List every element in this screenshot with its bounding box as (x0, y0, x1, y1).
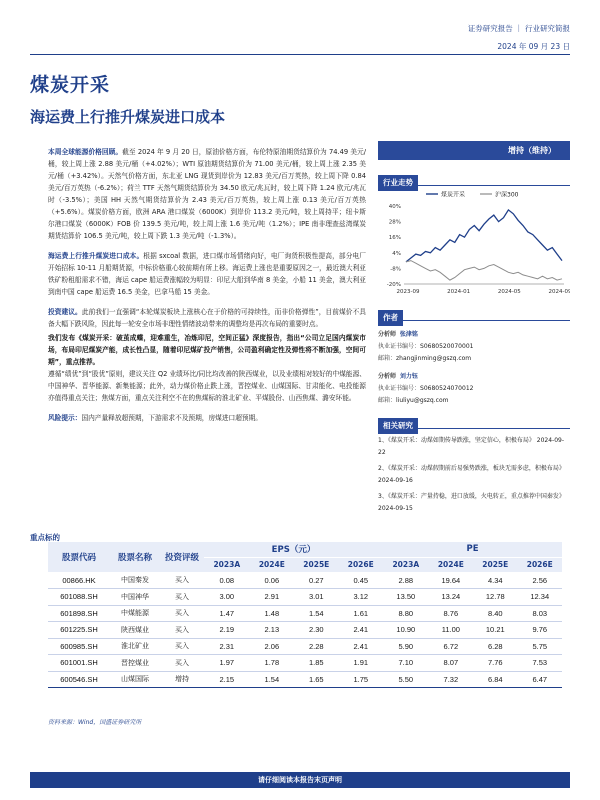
eps-year-header: 2023A (204, 557, 250, 572)
footer-disclaimer: 请仔细阅读本报告末页声明 (30, 772, 570, 788)
eps-cell: 2.41 (339, 638, 383, 655)
sidebar (378, 141, 570, 519)
authors-section-title: 作者 (378, 310, 403, 326)
stock-code-cell: 601001.SH (48, 655, 110, 672)
analyst-2-name: 刘力钰 (399, 373, 418, 380)
energy-review-paragraph (48, 146, 366, 242)
risk-keyword: 风险提示： (48, 414, 82, 422)
eps-cell: 1.75 (339, 671, 383, 688)
stock-code-cell: 601225.SH (48, 622, 110, 639)
y-tick-label: -8% (390, 266, 401, 273)
legend-hs300-label: 沪深300 (495, 191, 519, 199)
recommendation-paragraph: 遵循“绩优”到“股优”原则，建议关注 Q2 业绩环比/同比均改善的陕西煤业，以及业绩相对较好的中煤能源、中国神华、晋华能源、新集能源；此外，动力煤价格止跌上涨，晋控煤业、山煤国际、甘肃能化、电投能源亦值得重点关注；焦煤方面，重点关注利空不在的焦煤标的淮北矿业、平煤股份、山西焦煤、潞安环能。 (48, 370, 366, 402)
trend-section-header (378, 170, 570, 186)
report-date: 2024 年 09 月 23 日 (497, 42, 570, 51)
eps-cell: 1.54 (250, 671, 294, 688)
stock-name-cell: 晋控煤业 (110, 655, 160, 672)
pe-cell: 7.76 (473, 655, 517, 672)
stock-name-cell: 中煤能源 (110, 605, 160, 622)
analyst-1-email-label: 邮箱： (378, 355, 397, 362)
y-tick-label: 40% (388, 204, 401, 210)
coal-series-line (406, 210, 562, 262)
eps-cell: 1.97 (204, 655, 250, 672)
pe-cell: 8.76 (429, 605, 473, 622)
eps-cell: 1.85 (294, 655, 338, 672)
stock-name-cell: 中国秦发 (110, 572, 160, 589)
report-body (48, 146, 366, 432)
x-tick-label: 2024-01 (447, 289, 471, 295)
stock-rating-cell: 买入 (160, 655, 204, 672)
pe-cell: 8.80 (383, 605, 429, 622)
table-source: 资料来源：Wind，国盛证券研究所 (48, 719, 142, 726)
pe-cell: 10.21 (473, 622, 517, 639)
pe-cell: 7.32 (429, 671, 473, 688)
analyst-2-cert: S0680524070012 (420, 385, 474, 392)
pe-cell: 6.47 (518, 671, 562, 688)
related-research-list (378, 435, 570, 515)
analyst-1-email[interactable]: zhangjinming@gszq.com (396, 355, 472, 362)
pe-cell: 13.24 (429, 589, 473, 606)
pe-cell: 8.07 (429, 655, 473, 672)
related-item-date: 2024-09-16 (378, 477, 413, 484)
header-divider (30, 54, 570, 55)
stock-code-cell: 600546.SH (48, 671, 110, 688)
analyst-2-email[interactable]: liuliyu@gszq.com (396, 397, 449, 404)
table-row (48, 638, 562, 655)
analyst-2 (378, 371, 570, 407)
eps-cell: 2.41 (339, 622, 383, 639)
pe-cell: 2.56 (518, 572, 562, 589)
related-item-title: 《煤炭开采：动煤如期传导跌涨，坚定信心，积极布局》 (387, 437, 535, 444)
analyst-1-role: 分析师 (378, 331, 397, 338)
shipping-cost-paragraph (48, 250, 366, 298)
eps-cell: 2.19 (204, 622, 250, 639)
related-item[interactable] (378, 435, 570, 459)
energy-review-keyword: 本周全球能源价格回顾。 (48, 148, 123, 156)
analyst-1 (378, 329, 570, 365)
stock-name-cell: 陕西煤业 (110, 622, 160, 639)
table-row (48, 671, 562, 688)
pe-cell: 19.64 (429, 572, 473, 589)
pe-cell: 12.34 (518, 589, 562, 606)
analyst-list (378, 329, 570, 407)
analyst-2-role: 分析师 (378, 373, 397, 380)
related-item-number: 3、 (378, 493, 388, 500)
eps-year-header: 2025E (294, 557, 338, 572)
eps-cell: 1.65 (294, 671, 338, 688)
col-name-header: 股票名称 (110, 542, 160, 572)
col-code-header: 股票代码 (48, 542, 110, 572)
page-subtitle: 海运费上行推升煤炭进口成本 (30, 108, 226, 126)
pe-cell: 8.40 (473, 605, 517, 622)
table-row (48, 655, 562, 672)
eps-cell: 1.47 (204, 605, 250, 622)
eps-cell: 2.28 (294, 638, 338, 655)
report-type: 证券研究报告 ｜ 行业研究简报 (467, 24, 570, 33)
stock-code-cell: 601088.SH (48, 589, 110, 606)
x-tick-label: 2024-09 (548, 289, 570, 295)
pe-year-header: 2026E (518, 557, 562, 572)
eps-header: EPS（元） (204, 542, 383, 557)
related-item[interactable] (378, 491, 570, 515)
page-title: 煤炭开采 (30, 74, 111, 96)
eps-cell: 2.06 (250, 638, 294, 655)
stock-code-cell: 600985.SH (48, 638, 110, 655)
pe-cell: 7.10 (383, 655, 429, 672)
y-tick-label: 16% (388, 235, 401, 242)
x-tick-label: 2023-09 (396, 289, 420, 295)
table-row (48, 622, 562, 639)
stock-code-cell: 00866.HK (48, 572, 110, 589)
pe-cell: 9.76 (518, 622, 562, 639)
eps-year-header: 2024E (250, 557, 294, 572)
legend-coal-label: 煤炭开采 (441, 191, 466, 199)
pe-cell: 13.50 (383, 589, 429, 606)
eps-cell: 1.48 (250, 605, 294, 622)
stock-rating-cell: 增持 (160, 671, 204, 688)
stock-rating-cell: 买入 (160, 589, 204, 606)
investment-advice-paragraph (48, 306, 366, 330)
eps-cell: 3.00 (204, 589, 250, 606)
deep-report-paragraph: 我们发布《煤炭开采：破茧成蝶，迎难重生，冶炼印尼，空间正猛》深度报告，指出“公司立足国内煤炭市场，布局印尼煤炭产能，成长性凸显，随着印尼煤矿投产销售，公司盈利确定性及弹性将不断加强，空间可期”，重点推荐。 (48, 334, 366, 366)
pe-year-header: 2024E (429, 557, 473, 572)
eps-cell: 1.78 (250, 655, 294, 672)
analyst-1-name: 张津铭 (399, 331, 418, 338)
x-tick-label: 2024-05 (497, 289, 521, 295)
pe-cell: 8.03 (518, 605, 562, 622)
related-item-date: 2024-09-15 (378, 505, 413, 512)
related-section-header (378, 413, 570, 429)
pe-cell: 11.00 (429, 622, 473, 639)
key-stocks-table (48, 542, 562, 688)
y-tick-label: 28% (388, 219, 401, 226)
related-section-title: 相关研究 (378, 418, 418, 434)
key-stocks-body (48, 572, 562, 688)
eps-cell: 0.45 (339, 572, 383, 589)
investment-advice-keyword: 投资建议。 (48, 308, 82, 316)
analyst-2-email-label: 邮箱： (378, 397, 397, 404)
eps-year-header: 2026E (339, 557, 383, 572)
industry-trend-chart (378, 186, 570, 301)
eps-cell: 2.15 (204, 671, 250, 688)
related-item-number: 2、 (378, 465, 388, 472)
pe-cell: 12.78 (473, 589, 517, 606)
pe-cell: 7.53 (518, 655, 562, 672)
eps-cell: 0.08 (204, 572, 250, 589)
pe-cell: 6.72 (429, 638, 473, 655)
pe-header: PE (383, 542, 562, 557)
stock-rating-cell: 买入 (160, 572, 204, 589)
stock-rating-cell: 买入 (160, 605, 204, 622)
eps-cell: 1.54 (294, 605, 338, 622)
eps-cell: 1.61 (339, 605, 383, 622)
trend-section-title: 行业走势 (378, 175, 418, 191)
eps-cell: 2.31 (204, 638, 250, 655)
analyst-2-cert-label: 执业证书编号： (378, 385, 421, 392)
pe-cell: 6.28 (473, 638, 517, 655)
analyst-1-cert: S0680520070001 (420, 343, 474, 350)
table-row (48, 572, 562, 589)
stock-rating-cell: 买入 (160, 638, 204, 655)
risk-text: 国内产量释放超预期，下游需求不及预期，房煤进口超预期。 (81, 414, 262, 422)
y-tick-label: 4% (392, 250, 401, 257)
rating-badge: 增持（维持） (378, 141, 570, 160)
col-rating-header: 投资评级 (160, 542, 204, 572)
eps-cell: 3.12 (339, 589, 383, 606)
shipping-cost-text: 根据 sxcoal 数据，进口煤市场情绪向好，电厂询货积极性提高，部分电厂开始招标 10-11 月船期货源，中标价格重心较前期有所上移。海运费上涨也是重要原因之一，最近澳大利亚铁矿粉租船需求不错，海运 cape 船运费涨幅较为明显：印尼大船到华南 8 美金，小船 11 美金，澳大利亚到南中国 cape 船运费 16.5 美金，巴拿马船 15 美金。 (48, 252, 366, 296)
pe-year-header: 2025E (473, 557, 517, 572)
eps-cell: 2.13 (250, 622, 294, 639)
stock-code-cell: 601898.SH (48, 605, 110, 622)
related-item-title: 《煤炭开采：动煤假期前后易强势跌涨，板块无需多虑，积极布局》 (387, 465, 565, 472)
table-row (48, 589, 562, 606)
related-item-title: 《煤炭开采：产量持稳，进口放缓，火电转正，重点推荐中国秦发》 (387, 493, 565, 500)
eps-cell: 3.01 (294, 589, 338, 606)
stock-name-cell: 中国神华 (110, 589, 160, 606)
eps-cell: 2.30 (294, 622, 338, 639)
eps-cell: 1.91 (339, 655, 383, 672)
key-stocks-title: 重点标的 (30, 533, 60, 542)
pe-cell: 6.84 (473, 671, 517, 688)
eps-cell: 2.91 (250, 589, 294, 606)
pe-cell: 2.88 (383, 572, 429, 589)
authors-section-header (378, 305, 570, 321)
shipping-cost-keyword: 海运费上行推升煤炭进口成本。 (48, 252, 144, 260)
related-item[interactable] (378, 463, 570, 487)
stock-name-cell: 山煤国际 (110, 671, 160, 688)
pe-cell: 5.75 (518, 638, 562, 655)
pe-cell: 4.34 (473, 572, 517, 589)
analyst-1-cert-label: 执业证书编号： (378, 343, 421, 350)
pe-year-header: 2023A (383, 557, 429, 572)
pe-cell: 5.50 (383, 671, 429, 688)
trend-chart-svg (378, 186, 570, 301)
stock-rating-cell: 买入 (160, 622, 204, 639)
eps-cell: 0.27 (294, 572, 338, 589)
pe-cell: 5.90 (383, 638, 429, 655)
pe-cell: 10.90 (383, 622, 429, 639)
table-row (48, 605, 562, 622)
stock-name-cell: 淮北矿业 (110, 638, 160, 655)
eps-cell: 0.06 (250, 572, 294, 589)
risk-paragraph (48, 412, 366, 424)
y-tick-label: -20% (386, 282, 401, 288)
investment-advice-text: 此前我们一直强调“本轮煤炭板块上涨核心在于价格的可持续性，而非价格弹性”，目前煤价不具备大幅下跌风险，因此每一轮安全市场非理性情绪波动带来的调整均是再次布局的重要时点。 (48, 308, 366, 328)
hs300-series-line (406, 261, 562, 281)
related-item-number: 1、 (378, 437, 388, 444)
related-item-date: 2024-09-22 (378, 437, 564, 456)
energy-review-text: 截至 2024 年 9 月 20 日，原油价格方面，布伦特原油期货结算价为 74.49 美元/桶，较上周上涨 2.88 美元/桶（+4.02%）；WTI 原油期货结算价为 71.00 美元/桶，较上周上涨 2.35 美元/桶（+3.42%）。天然气价格方面，东北亚 LNG 现货到岸价为 12.83 美元/百万英热，较上周下降 0.84 美元/百万英热（-6.2%）；荷兰 TTF 天然气期货结算价为 34.50 欧元/兆瓦时，较上周下降 1.24 欧元/兆瓦时（-3.5%）；美国 HH 天然气期货结算价为 2.43 美元/百万英热，较上周上涨 0.13 美元/百万英热（+5.6%）。煤炭价格方面，欧洲 ARA 港口煤炭（6000K）到岸价 113.2 美元/吨，较上周持平；纽卡斯尔港口煤炭（6000K）FOB 价 139.5 美元/吨，较上周上涨 1.6 美元/吨（1.2%）；IPE 南非理查兹湾煤炭期货结算价 106.5 美元/吨，较上周下跌 1.3 美元/吨（-1.3%）。 (48, 148, 367, 240)
